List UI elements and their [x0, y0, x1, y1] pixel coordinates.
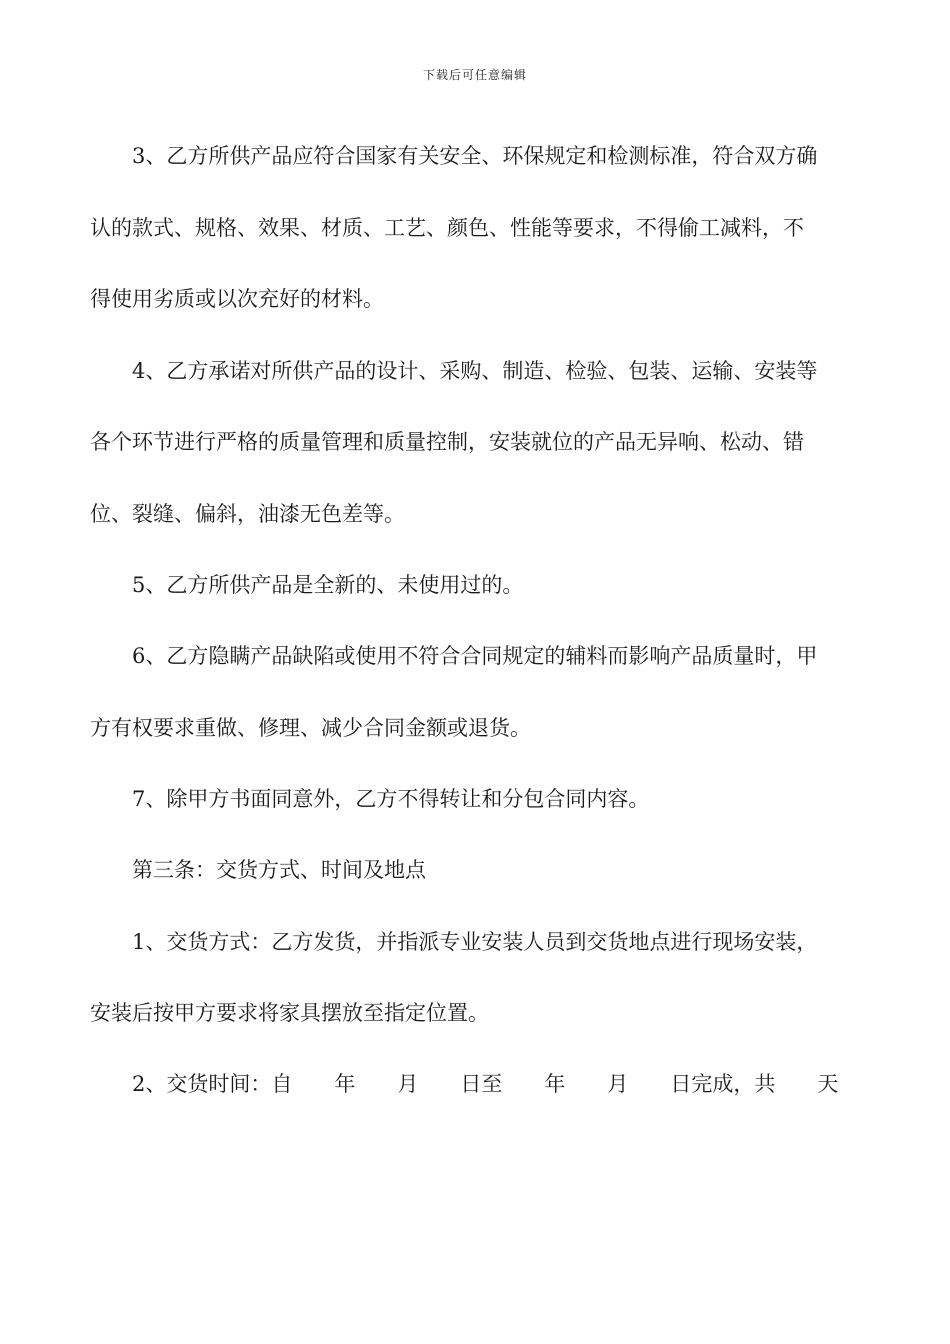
clause-4-line-2: 各个环节进行严格的质量管理和质量控制，安装就位的产品无异响、松动、错 — [90, 430, 804, 454]
clause-4-line-1: 4、乙方承诺对所供产品的设计、采购、制造、检验、包装、运输、安装等 — [132, 359, 818, 383]
clause-3-line-2: 认的款式、规格、效果、材质、工艺、颜色、性能等要求，不得偷工减料，不 — [90, 216, 804, 240]
clause-5-line-1: 5、乙方所供产品是全新的、未使用过的。 — [132, 573, 524, 597]
delivery-time-line-1: 2、交货时间：自 年 月 日至 年 月 日完成，共 天 — [132, 1072, 839, 1096]
page-header: 下载后可任意编辑 — [422, 68, 527, 82]
clause-7-line-1: 7、除甲方书面同意外，乙方不得转让和分包合同内容。 — [132, 787, 650, 811]
clause-4-line-3: 位、裂缝、偏斜，油漆无色差等。 — [90, 502, 405, 526]
delivery-method-line-1: 1、交货方式：乙方发货，并指派专业安装人员到交货地点进行现场安装， — [132, 930, 818, 954]
clause-6-line-1: 6、乙方隐瞒产品缺陷或使用不符合合同规定的辅料而影响产品质量时，甲 — [132, 644, 818, 668]
clause-6-line-2: 方有权要求重做、修理、减少合同金额或退货。 — [90, 716, 531, 740]
clause-3-line-3: 得使用劣质或以次充好的材料。 — [90, 287, 384, 311]
delivery-method-line-2: 安装后按甲方要求将家具摆放至指定位置。 — [90, 1001, 489, 1025]
clause-3-line-1: 3、乙方所供产品应符合国家有关安全、环保规定和检测标准，符合双方确 — [132, 144, 818, 168]
article-3-heading: 第三条：交货方式、时间及地点 — [132, 858, 426, 882]
